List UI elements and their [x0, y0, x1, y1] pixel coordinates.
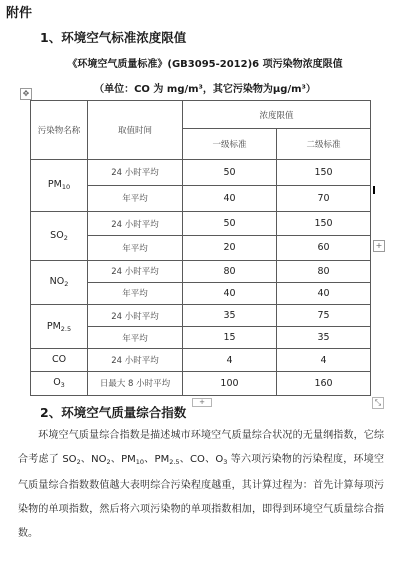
move-icon[interactable]: ✥ — [20, 88, 32, 100]
table-title: 《环境空气质量标准》(GB3095-2012)6 项污染物浓度限值 — [67, 59, 343, 70]
table-row — [31, 159, 371, 185]
units-note: （单位：CO 为 mg/m³，其它污染物为μg/m³） — [94, 84, 316, 95]
pollutant-co: CO — [31, 349, 88, 371]
row-end-mark — [373, 186, 375, 194]
period-cell: 年平均 — [88, 185, 183, 211]
section-2-paragraph: 环境空气质量综合指数是描述城市环境空气质量综合状况的无量纲指数，它综合考虑了 $SO_2$、$NO_2$、$PM_{10}$、$PM_{2.5}$、CO、$O_3$ 等六项污染物的污染程度，环境空气质量综合指数数值越大表明综合污染程度越重，其计算过程为：首先计算每项污染物的单项指数，然后将六项污染物的单项指数相加，即得到环境空气质量综合指数。 — [18, 430, 384, 539]
grade2-cell: 75 — [277, 305, 371, 327]
period-cell: 24 小时平均 — [88, 260, 183, 282]
grade1-cell: 100 — [183, 371, 277, 395]
grade2-cell: 60 — [277, 236, 371, 260]
header-grade1: 一级标准 — [183, 129, 277, 159]
grade2-cell: 4 — [277, 349, 371, 371]
grade1-cell: 50 — [183, 159, 277, 185]
grade1-cell: 80 — [183, 260, 277, 282]
grade2-cell: 35 — [277, 327, 371, 349]
pollutant-pm10: $PM_{10}$ — [31, 159, 88, 212]
pollutant-so2: $SO_2$ — [31, 212, 88, 260]
header-period: 取值时间 — [88, 101, 183, 160]
header-pollutant: 污染物名称 — [31, 101, 88, 160]
grade1-cell: 40 — [183, 185, 277, 211]
add-row-icon[interactable]: + — [192, 398, 212, 407]
section-1-heading: 1、环境空气标准浓度限值 — [40, 30, 187, 45]
grade2-cell: 150 — [277, 159, 371, 185]
appendix-label: 附件 — [6, 6, 33, 21]
table-row — [31, 260, 371, 282]
pollutant-o3: $O_3$ — [31, 371, 88, 395]
table-row — [31, 212, 371, 236]
grade1-cell: 50 — [183, 212, 277, 236]
period-cell: 年平均 — [88, 236, 183, 260]
grade2-cell: 70 — [277, 185, 371, 211]
resize-icon[interactable]: ⤡ — [372, 397, 384, 409]
period-cell: 24 小时平均 — [88, 349, 183, 371]
grade1-cell: 4 — [183, 349, 277, 371]
table-row — [31, 349, 371, 371]
grade2-cell: 160 — [277, 371, 371, 395]
table-row — [31, 371, 371, 395]
table-row — [31, 305, 371, 327]
grade2-cell: 150 — [277, 212, 371, 236]
header-limit: 浓度限值 — [183, 101, 371, 129]
period-cell: 日最大 8 小时平均 — [88, 371, 183, 395]
period-cell: 年平均 — [88, 282, 183, 304]
period-cell: 24 小时平均 — [88, 212, 183, 236]
grade2-cell: 80 — [277, 260, 371, 282]
header-grade2: 二级标准 — [277, 129, 371, 159]
period-cell: 24 小时平均 — [88, 159, 183, 185]
grade2-cell: 40 — [277, 282, 371, 304]
period-cell: 年平均 — [88, 327, 183, 349]
period-cell: 24 小时平均 — [88, 305, 183, 327]
grade1-cell: 20 — [183, 236, 277, 260]
grade1-cell: 40 — [183, 282, 277, 304]
section-2-heading: 2、环境空气质量综合指数 — [40, 405, 187, 420]
pollutant-limits-table — [30, 100, 371, 396]
grade1-cell: 35 — [183, 305, 277, 327]
pollutant-pm25: $PM_{2.5}$ — [31, 305, 88, 349]
pollutant-no2: $NO_2$ — [31, 260, 88, 304]
grade1-cell: 15 — [183, 327, 277, 349]
plus-icon[interactable]: + — [373, 240, 385, 252]
